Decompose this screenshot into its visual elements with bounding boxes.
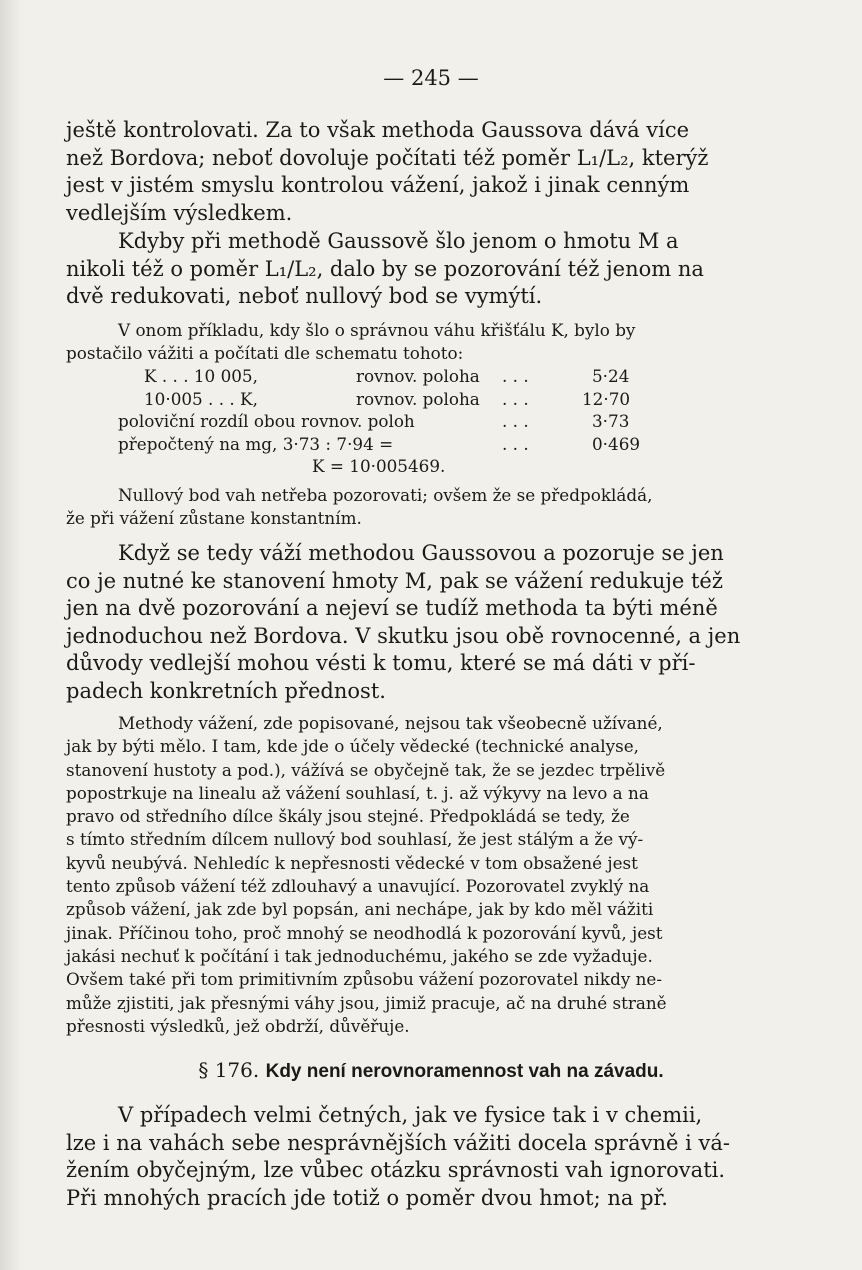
paragraph-7 [66, 1102, 730, 1212]
section-number: § 176. [198, 1058, 260, 1082]
calc-left: poloviční rozdíl obou rovnov. poloh [118, 411, 415, 431]
calc-left: přepočtený na mg, 3·73 : 7·94 = [118, 433, 394, 454]
text-line: způsob vážení, jak zde byl popsán, ani nechápe, jak by kdo měl vážiti [66, 899, 654, 920]
calc-dots: . . . [502, 433, 529, 454]
calc-left: 10·005 . . . K, [144, 388, 258, 409]
text-line: V případech velmi četných, jak ve fysice tak i v chemii, [118, 1103, 703, 1127]
calc-value: 3·73 [592, 411, 630, 431]
calc-row [118, 388, 678, 411]
text-line: jen na dvě pozorování a nejeví se tudíž methoda ta býti méně [66, 596, 718, 621]
calculation-schema [118, 365, 678, 478]
calc-middle: rovnov. poloha [356, 388, 480, 409]
text-line: tento způsob vážení též zdlouhavý a unavující. Pozorovatel zvyklý na [66, 876, 650, 897]
section-title: Kdy není nerovnoramennost vah na závadu. [265, 1061, 664, 1082]
text-line: V onom příkladu, kdy šlo o správnou váhu křišťálu K, bylo by [118, 320, 636, 340]
calc-dots: . . . [502, 366, 529, 386]
calc-result-row [118, 455, 678, 478]
text-line: žením obyčejným, lze vůbec otázku správnosti vah ignorovati. [66, 1158, 726, 1183]
text-line: jinak. Příčinou toho, proč mnohý se neodhodlá k pozorování kyvů, jest [66, 922, 663, 943]
text-line: Kdyby při methodě Gaussově šlo jenom o hmotu M a [118, 229, 679, 253]
calc-dots: . . . [502, 411, 529, 431]
calc-row [118, 365, 678, 388]
text-line: s tímto středním dílcem nullový bod souhlasí, že jest stálým a že vý- [66, 829, 644, 850]
calc-dots: . . . [502, 388, 529, 409]
text-line: Při mnohých pracích jde totiž o poměr dvou hmot; na př. [66, 1185, 668, 1210]
text-line: pravo od středního dílce škály jsou stejné. Předpokládá se tedy, že [66, 806, 630, 827]
text-line: stanovení hustoty a pod.), vážívá se obyčejně tak, že se jezdec trpělivě [66, 759, 666, 780]
page-number: — 245 — [383, 66, 479, 90]
text-line: ještě kontrolovati. Za to však methoda Gaussova dává více [66, 118, 690, 142]
section-heading [0, 1058, 862, 1083]
paragraph-1 [66, 117, 726, 227]
text-line: jakási nechuť k počítání i tak jednoduchému, jakého se zde vyžaduje. [66, 945, 653, 966]
text-line: Nullový bod vah netřeba pozorovati; ovšem že se předpokládá, [118, 485, 653, 505]
text-line: jak by býti mělo. I tam, kde jde o účely vědecké (technické analyse, [66, 736, 639, 757]
calc-row [118, 410, 678, 433]
calc-left: K . . . 10 005, [144, 366, 258, 386]
text-line: přesnosti výsledků, jež obdrží, důvěřuje. [66, 1015, 410, 1036]
text-line: jest v jistém smyslu kontrolou vážení, jakož i jinak cenným [66, 173, 690, 198]
paragraph-6 [66, 712, 726, 1038]
text-line: než Bordova; neboť dovoluje počítati též poměr L₁/L₂, kterýž [66, 145, 709, 170]
text-line: dvě redukovati, neboť nullový bod se vymýtí. [66, 284, 543, 309]
text-line: lze i na vahách sebe nesprávnějších vážiti docela správně i vá- [66, 1130, 730, 1155]
calc-row [118, 433, 678, 456]
paragraph-5 [66, 540, 741, 706]
text-line: že při vážení zůstane konstantním. [66, 508, 362, 529]
text-line: důvody vedlejší mohou vésti k tomu, které se má dáti v pří- [66, 651, 696, 676]
calc-result: K = 10·005469. [312, 456, 446, 476]
text-line: může zjistiti, jak přesnými váhy jsou, jimiž pracuje, ač na druhé straně [66, 992, 667, 1013]
calc-value: 0·469 [592, 433, 641, 454]
text-line: Methody vážení, zde popisované, nejsou tak všeobecně užívané, [118, 713, 663, 733]
calc-value: 5·24 [592, 366, 630, 386]
calc-value: 12·70 [582, 388, 631, 409]
text-line: vedlejším výsledkem. [66, 200, 293, 225]
text-line: jednoduchou než Bordova. V skutku jsou obě rovnocenné, a jen [66, 623, 741, 648]
text-line: postačilo vážiti a počítati dle schematu tohoto: [66, 343, 464, 364]
text-line: popostrkuje na linealu až vážení souhlasí, t. j. až výkyvy na levo a na [66, 782, 649, 803]
text-line: padech konkretních přednost. [66, 678, 386, 703]
paragraph-4 [66, 484, 726, 531]
text-line: Ovšem také při tom primitivním způsobu vážení pozorovatel nikdy ne- [66, 969, 663, 990]
paragraph-3 [66, 319, 726, 366]
paragraph-2 [66, 228, 726, 311]
calc-middle: rovnov. poloha [356, 366, 480, 386]
text-line: Když se tedy váží methodou Gaussovou a pozoruje se jen [118, 541, 724, 565]
text-line: co je nutné ke stanovení hmoty M, pak se vážení redukuje též [66, 568, 723, 593]
text-line: nikoli též o poměr L₁/L₂, dalo by se pozorování též jenom na [66, 256, 704, 281]
text-line: kyvů neubývá. Nehledíc k nepřesnosti vědecké v tom obsažené jest [66, 852, 638, 873]
